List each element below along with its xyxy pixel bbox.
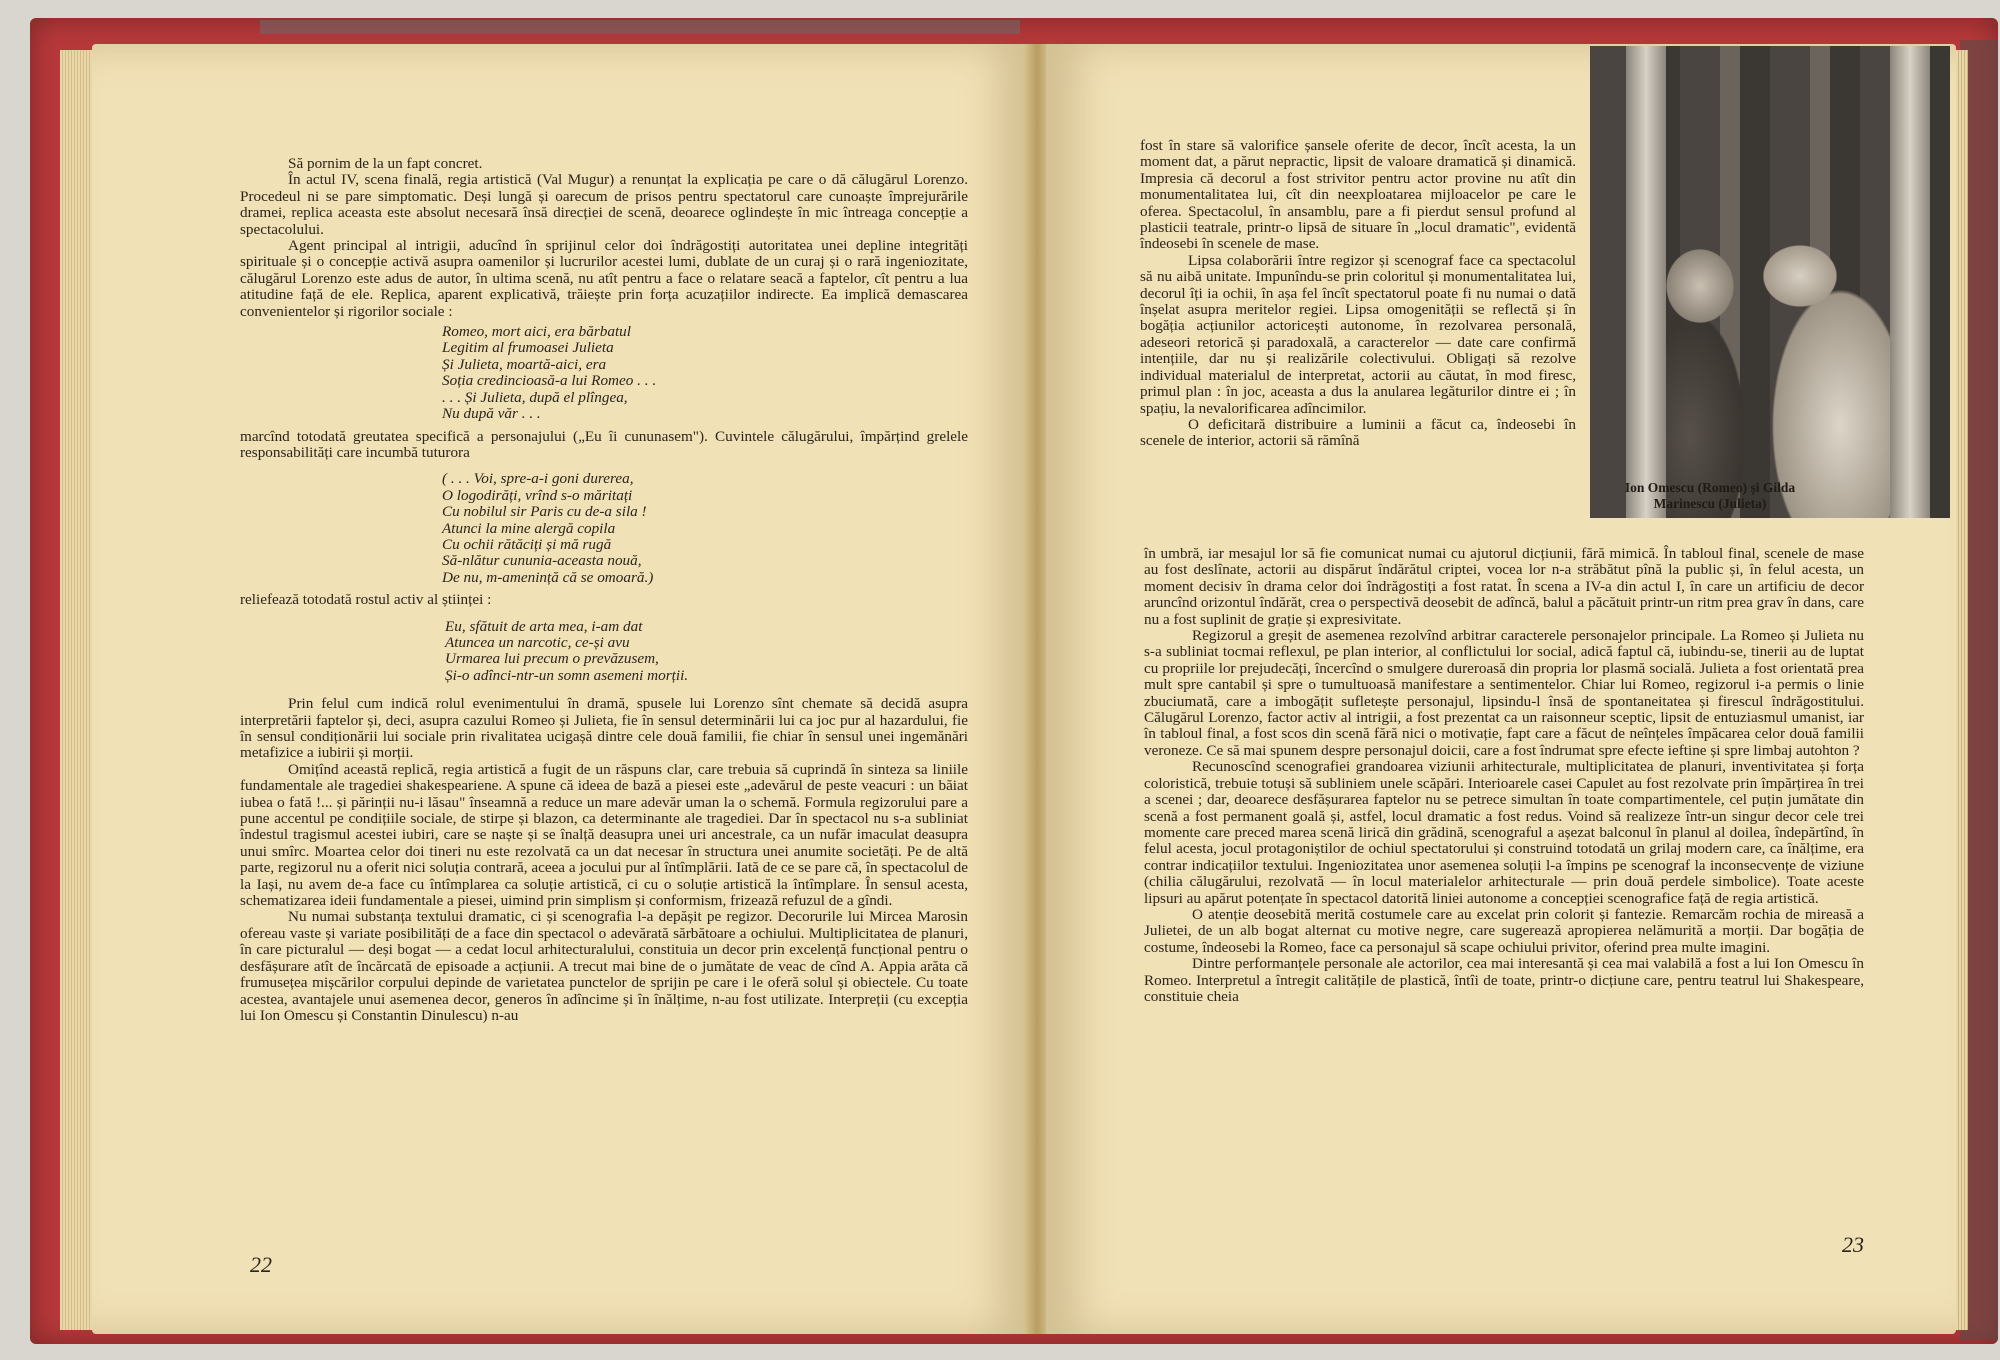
paragraph: Recunoscînd scenografiei grandoarea viziunii arhitecturale, multiplicitatea de planuri, inventivitatea și forța coloristică, trebuie totuși să subliniem unele scăpări. Interioarele casei Capulet au fost rezolvate prin împărțirea în trei a scenei ; dar, deoarece desfășurarea faptelor nu se petrece simultan în toate compartimentele, cel puțin jumătate din scenă a fost permanent goală și, astfel, locul dramatic a fost redus. Voind să realizeze într-un singur decor cele trei momente care preced marea scenă lirică din grădină, scenograful a așezat balconul în planul al doilea, îndepărtînd, în felul acesta, jocul protagoniștilor de ochiul spectatorului și construind totodată un grilaj modern care, ca înălțime, era contrar indicațiilor textului. Ingeniozitatea unor asemenea soluții l-a împins pe scenograf la inconsecvențe de viziune (chilia călugărului, rezolvată — în locul materialelor arhitecturale — prin două perdele simbolice). Toate aceste lipsuri au apărut potențate în spectacol datorită liniei autonome a concepției scenografice față de regia artistică.	[1144, 758, 1864, 907]
paragraph: fost în stare să valorifice șansele oferite de decor, încît acesta, la un moment dat, a părut nepractic, lipsit de valoare dramatică și dinamică. Impresia că decorul a fost strivitor pentru actor provine nu atît din monumentalitatea lui, cît din neexploatarea mijloacelor pe care le oferea. Spectacolul, în ansamblu, pare a fi pierdut sensul profund al plasticii teatrale, printr-o lipsă de situare în „locul dramatic", evidentă îndeosebi în scenele de mase.	[1140, 137, 1576, 253]
verse-quote	[445, 619, 968, 685]
verse-line: Și-o adînci-ntr-un somn asemeni morții.	[445, 666, 689, 684]
verse-line: Legitim al frumoasei Julieta	[442, 339, 614, 357]
verse-quote	[442, 471, 968, 586]
verse-line: ( . . . Voi, spre-a-i goni durerea,	[442, 470, 634, 488]
photo-caption: Ion Omescu (Romeo) și Gilda Marinescu (Julieta)	[1624, 480, 1796, 511]
paragraph: Prin felul cum indică rolul evenimentului în dramă, spusele lui Lorenzo sînt chemate să decidă asupra interpretării faptelor și, deci, asupra cazului Romeo și Julieta, fie în sensul determinării lui ca joc pur al hazardului, fie în sensul condiționării lui sociale prin rivalitatea ucigașă dintre cele două familii, fie chiar în sensul unei ingemănări metafizice a iubirii și morții.	[240, 695, 968, 762]
page-stack-left	[60, 50, 96, 1330]
paragraph: Să pornim de la un fapt concret.	[288, 155, 483, 172]
paragraph: în umbră, iar mesajul lor să fie comunicat numai cu ajutorul dicțiunii, fără mimică. În tabloul final, scenele de mase au fost deslînate, actorii au dispărut îndărătul criptei, vocea lor n-a străbătut pînă la public și, în felul acesta, un moment decisiv în drama celor doi îndrăgostiți a fost ratat. În scena a IV-a din actul I, în care un artificiu de decor aruncînd orizontul îndărăt, crea o perspectivă deosebit de adîncă, balul a păcătuit printr-un ritm prea grav în dans, care nu a fost suplinit de grație și expresivitate.	[1144, 545, 1864, 628]
verse-line: Să-nlătur cununia-aceasta nouă,	[442, 552, 642, 570]
paragraph: Regizorul a greșit de asemenea rezolvînd arbitrar caracterele personajelor principale. La Romeo și Julieta nu s-a subliniat tocmai reflexul, pe plan interior, al conflictului lor social, adică faptul că, iubindu-se, tinerii au de luptat cu propriile lor prejudecăți, încercînd o smulgere dureroasă din propria lor plasmă socială. Julieta a fost orientată prea mult spre cantabil și spre o tumultuoasă manifestare a sentimentelor. Chiar lui Romeo, regizorul i-a permis o linie zbuciumată, care a imbogățit sufletește personajul, lipsindu-l însă de spontaneitatea și firescul îndrăgostitului. Călugărul Lorenzo, factor activ al intrigii, a fost prezentat ca un raisonneur sceptic, lipsit de entuziasmul umanist, iar în tabloul final, a fost scos din scenă fără nici o motivație, fapt care a făcut de neînțeles împăcarea celor două familii veroneze. Ce să mai spunem despre personajul doicii, care a fost îndrumat spre efecte ieftine și spre limbaj autohton ?	[1144, 627, 1864, 759]
verse-line: Eu, sfătuit de arta mea, i-am dat	[445, 617, 643, 635]
photo-column	[1890, 46, 1930, 518]
cover-edge	[260, 20, 1020, 34]
paragraph: O deficitară distribuire a luminii a făcut ca, îndeosebi în scenele de interior, actorii să rămînă	[1140, 415, 1576, 450]
verse-line: Cu nobilul sir Paris cu de-a sila !	[442, 503, 647, 521]
paragraph: În actul IV, scena finală, regia artistică (Val Mugur) a renunțat la explicația pe care o dă călugărul Lorenzo. Procedeul ni se pare simptomatic. Deși lungă și oarecum de prisos pentru spectatorul care cunoaște împrejurările dramei, replica aceasta este absolut necesară însă direcției de scenă, deoarece oglindește în mic întreaga concepție a spectacolului.	[240, 171, 968, 238]
verse-line: . . . Și Julieta, după el plîngea,	[442, 388, 628, 406]
verse-line: De nu, m-amenință că se omoară.)	[442, 568, 654, 586]
verse-quote	[442, 324, 968, 422]
left-page-text	[240, 156, 968, 1024]
page-number-left: 22	[250, 1252, 272, 1277]
right-page-text	[1144, 546, 1864, 1005]
paragraph: Nu numai substanța textului dramatic, ci și scenografia l-a depășit pe regizor. Decorurile lui Mircea Marosin ofereau vaste și variate posibilități de a face din spectacol o adevărată sărbătoare a ochiului. Multiplicitatea de planuri, în care picturalul — deși bogat — a cedat locul arhitecturalului, constituia un decor prin excelență funcțional pentru o desfășurare atît de încărcată de episoade a acțiunii. A trecut mai bine de o jumătate de veac de cînd A. Appia arăta că frumusețea mișcărilor corpului depinde de varietatea punctelor de sprijin pe care i le oferă solul și obiectele. Cu toate acestea, avantajele unui asemenea decor, generos în adîncime și în înălțime, n-au fost utilizate. Interpreții (cu excepția lui Ion Omescu și Constantin Dinulescu) n-au	[240, 908, 968, 1024]
verse-line: Și Julieta, moartă-aici, era	[442, 355, 607, 373]
verse-line: Atuncea un narcotic, ce-și avu	[445, 633, 630, 651]
paragraph: O atenție deosebită merită costumele care au excelat prin colorit și fantezie. Remarcăm rochia de mireasă a Julietei, de un alb bogat alternat cu motive negre, care sugerează apropierea nelămurită a morții. Dar bogăția de costume, îndeosebi la Romeo, face ca personajul să scape ochiului privitor, oferind prea multe imagini.	[1144, 905, 1864, 956]
verse-line: Nu după văr . . .	[442, 405, 541, 423]
photo-column	[1626, 46, 1666, 518]
verse-line: Romeo, mort aici, era bărbatul	[442, 323, 631, 341]
verse-line: Atunci la mine alergă copila	[442, 519, 616, 537]
verse-line: Soția credincioasă-a lui Romeo . . .	[442, 372, 657, 390]
paragraph: Dintre performanțele personale ale actorilor, cea mai interesantă și cea mai valabilă a fost a lui Ion Omescu în Romeo. Interpretul a întregit calitățile de plastică, întîi de toate, printr-o dicțiune care, pentru teatrul lui Shakespeare, constituie cheia	[1144, 955, 1864, 1005]
page-number-right: 23	[1842, 1232, 1864, 1257]
production-photo	[1590, 46, 1950, 518]
verse-line: Cu ochii rătăciți și mă rugă	[442, 535, 612, 553]
right-page-column-top	[1140, 138, 1576, 450]
paragraph: Omițînd această replică, regia artistică a fugit de un răspuns clar, care trebuia să cuprindă în sinteza sa liniile fundamentale ale tragediei shakespeariene. A spune că ideea de bază a piesei este „adevărul de peste veacuri : un băiat iubea o fată !... și părinții nu-i lăsau" înseamnă a reduce un mare adevăr uman la o schemă. Formula regizorului pare a pune accentul pe condițiile sociale, de stirpe și blazon, ca determinante ale tragediei. Dar în spectacol nu s-a subliniat îndestul tragismul acestei iubiri, care se naște și se înalță deasupra unei uri ancestrale, ca un nufăr imaculat deasupra unui smîrc. Moartea celor doi tineri nu este rezolvată ca un dat necesar în structura unei anumite societăți. Pe de altă parte, regizorul nu a oferit nici soluția contrară, aceea a jocului pur al întîmplării. Iată de ce se pare că, în spectacolul de la Iași, nu avem de-a face cu întîmplarea ca soluție artistică, ci cu o soluție artistică la întîmplare. În sensul acesta, schematizarea ideii fundamentale a piesei, uimind prin simplism și conformism, frizează refuzul de a gîndi.	[240, 760, 968, 910]
paragraph: Lipsa colaborării între regizor și scenograf face ca spectacolul să nu aibă unitate. Impunîndu-se prin coloritul și monumentalitatea lui, decorul îți ia ochii, în așa fel încît spectatorul poate fi nu numai o dată înșelat asupra meritelor regiei. Lipsa omogenității se reflectă și în bogăția acțiunilor actoricești autonome, în rezolvarea personală, adeseori retorică și paradoxală, a caracterelor — date care confirmă intențiile, dar nu și realizările colectivului. Obligați să rezolve individual materialul de interpretat, actorii au căutat, în mod firesc, primul plan : în joc, aceasta a dus la anularea legăturilor dintre ei ; în spațiu, la nevalorificarea adîncimilor.	[1140, 251, 1576, 417]
paragraph: marcînd totodată greutatea specifică a personajului („Eu îi cununasem"). Cuvintele călugărului, împărțind grelele responsabilități care incumbă tuturora	[240, 427, 968, 461]
verse-line: O logodirăți, vrînd s-o măritați	[442, 486, 633, 504]
paragraph: reliefează totodată rostul activ al științei :	[240, 591, 492, 609]
paragraph: Agent principal al intrigii, aducînd în sprijinul celor doi îndrăgostiți autoritatea unei depline integrități spirituale și o concepție activă asupra oamenilor și lucrurilor acestei lumi, dublate de un curaj și o rară ingeniozitate, călugărul Lorenzo este adus de autor, în ultima scenă, nu atît pentru a face o relatare seacă a faptelor, cît pentru a lua atitudine față de ele. Replica, aparent explicativă, trăiește prin forța acuzațiilor indirecte. Ea implică demascarea convenientelor și rigorilor sociale :	[240, 237, 968, 320]
verse-line: Urmarea lui precum o prevăzusem,	[445, 650, 659, 668]
